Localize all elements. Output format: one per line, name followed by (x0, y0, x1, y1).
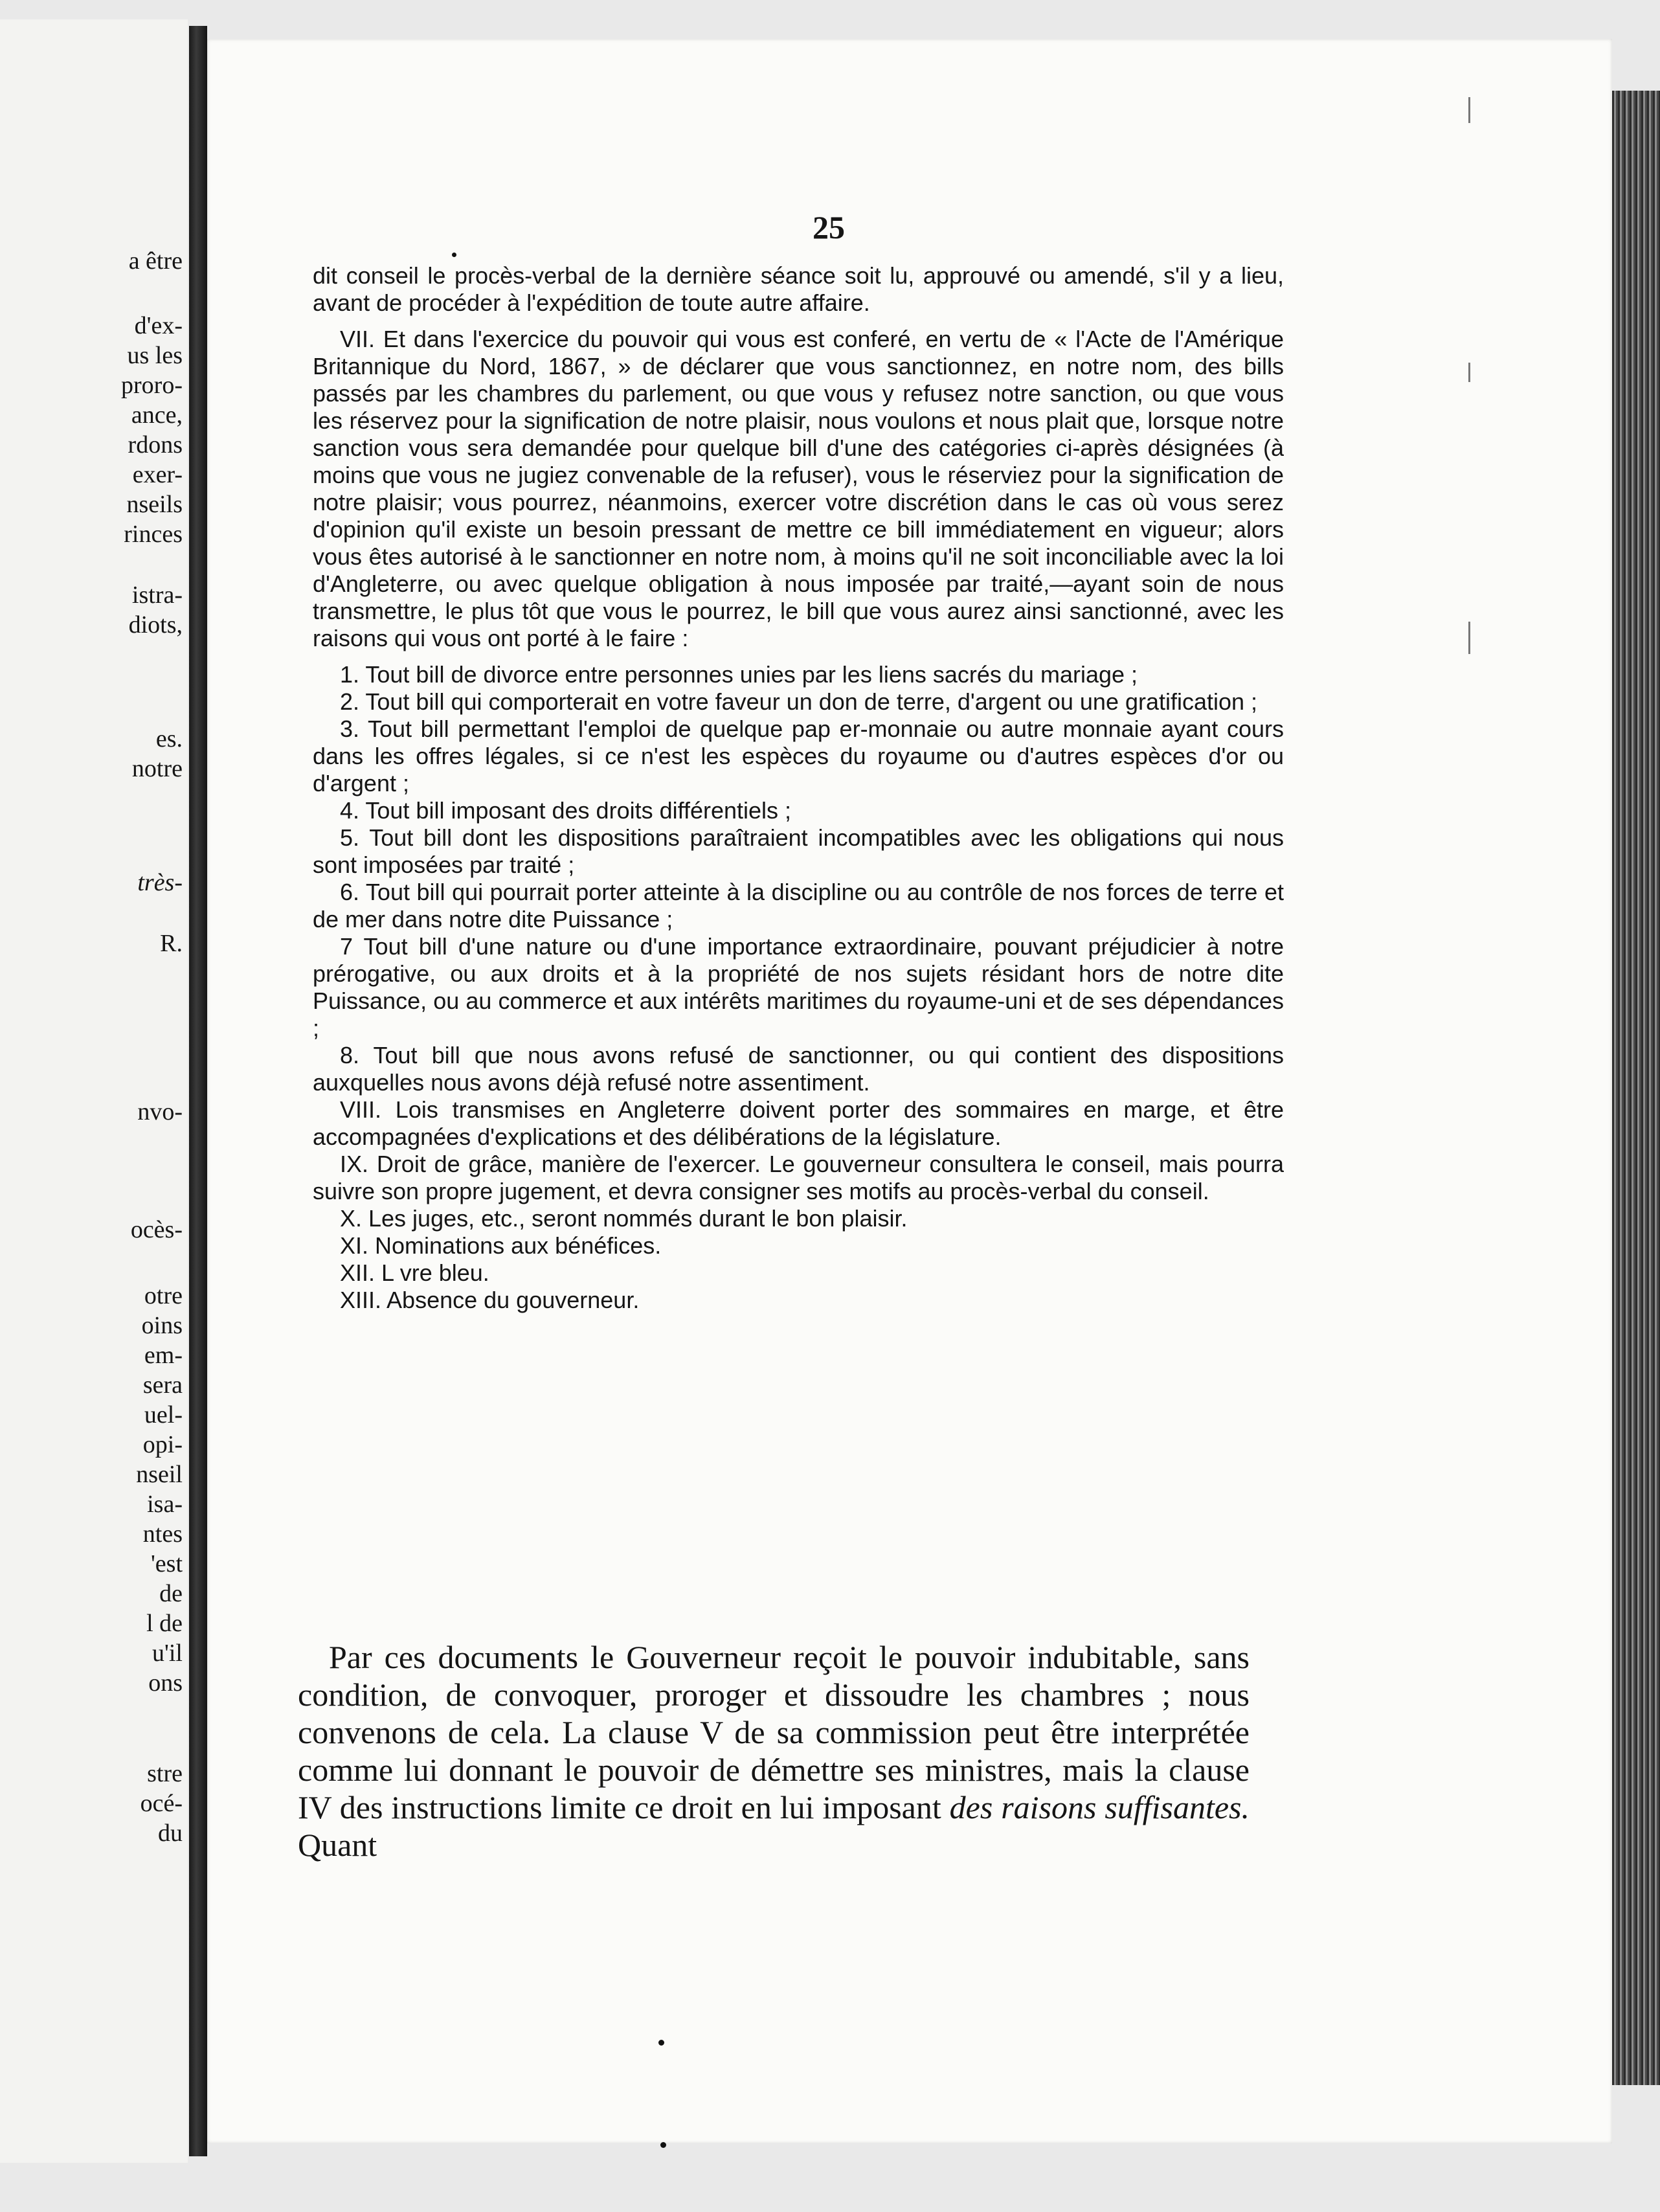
left-page-line: es. (155, 725, 183, 752)
clause-xiii: XIII. Absence du gouverneur. (340, 1287, 640, 1313)
page-edges (1612, 91, 1660, 2085)
clause-ix: IX. Droit de grâce, manière de l'exercer. Le gouverneur consultera le conseil, mais pourra suivre son propre jugement, et devra consigner ses motifs au procès-verbal du conseil. (313, 1151, 1284, 1204)
left-page-line: 'est (150, 1550, 183, 1577)
margin-tick (1468, 97, 1470, 123)
list-item: 5. Tout bill dont les dispositions paraîtraient incompatibles avec les obligations qui nous sont imposées par traité ; (313, 824, 1284, 878)
left-page-line: proro- (121, 372, 183, 399)
left-page-line: du (158, 1820, 183, 1847)
list-item: 2. Tout bill qui comporterait en votre faveur un don de terre, d'argent ou une gratification ; (340, 688, 1258, 715)
left-page-line: ntes (142, 1520, 183, 1548)
list-item: 1. Tout bill de divorce entre personnes unies par les liens sacrés du mariage ; (340, 661, 1138, 688)
list-item: 7 Tout bill d'une nature ou d'une importance extraordinaire, pouvant préjudicier à notre prérogative, ou aux droits et à la propriété de nos sujets résidant hors de notre dite Puissance, ou au commerce et aux intérêts maritimes du royaume-uni et de ses dépendances ; (313, 933, 1284, 1041)
left-page-line: exer- (132, 461, 183, 488)
left-page-line: notre (131, 755, 183, 782)
commentary-italic: des raisons suffisantes. (949, 1789, 1250, 1825)
left-page-line: rdons (128, 431, 183, 458)
left-page-line: ons (148, 1669, 183, 1697)
left-page-line: istra- (131, 581, 183, 609)
left-page-line: uel- (144, 1401, 183, 1428)
list-item: 6. Tout bill qui pourrait porter atteinte à la discipline ou au contrôle de nos forces de terre et de mer dans notre dite Puissance ; (313, 879, 1284, 932)
opening-paragraph: dit conseil le procès-verbal de la dernière séance soit lu, approuvé ou amendé, s'il y a lieu, avant de procéder à l'expédition de toute autre affaire. (313, 262, 1284, 316)
margin-tick (1468, 622, 1470, 654)
left-page-line: d'ex- (134, 312, 183, 339)
left-page-line: R. (160, 930, 183, 957)
left-page-line: de (159, 1580, 183, 1607)
commentary-paragraph (298, 1638, 1250, 1864)
left-page-line: stre (147, 1760, 183, 1787)
left-page-line: opi- (142, 1431, 183, 1458)
left-page-line: très- (137, 869, 183, 896)
clause-x: X. Les juges, etc., seront nommés durant le bon plaisir. (340, 1205, 908, 1232)
clause-viii: VIII. Lois transmises en Angleterre doivent porter des sommaires en marge, et être accompagnées d'explications et des délibérations de la législature. (313, 1096, 1284, 1150)
left-page-line: otre (144, 1282, 183, 1309)
left-page-line: l de (146, 1610, 183, 1637)
left-page-line: u'il (152, 1640, 183, 1667)
left-page-line: a être (128, 247, 183, 275)
left-page-line: océ- (140, 1790, 183, 1817)
ink-dot (658, 2040, 664, 2046)
left-page-line: rinces (124, 521, 183, 548)
commentary-part-2: Quant (298, 1827, 377, 1863)
commentary-part-1: Par ces documents le Gouverneur reçoit le pouvoir indubitable, sans condition, de convoquer, proroger et dissoudre les chambres ; nous convenons de cela. La clause V de sa commission peut être interprétée comme lui donnant le pouvoir de démettre ses ministres, mais la clause IV des instructions limite ce droit en lui imposant (298, 1639, 1250, 1825)
clause-vii-list (313, 661, 1284, 1096)
left-page-line: ocès- (130, 1216, 183, 1243)
book-gutter (189, 26, 207, 2156)
list-item: 3. Tout bill permettant l'emploi de quelque pap er-monnaie ou autre monnaie ayant cours dans les offres légales, si ce n'est les espèces du royaume ou d'autres espèces d'or ou d'argent ; (313, 716, 1284, 796)
left-page-line: diots, (128, 611, 183, 638)
clause-xi: XI. Nominations aux bénéfices. (340, 1232, 662, 1259)
ink-dot (660, 2142, 666, 2148)
clause-vii: VII. Et dans l'exercice du pouvoir qui vous est conferé, en vertu de « l'Acte de l'Amérique Britannique du Nord, 1867, » de déclarer que vous sanctionnez, en notre nom, des bills passés par les chambres du parlement, ou que vous y refusez notre sanction, ou que vous les réservez pour la signification de notre plaisir, nous voulons et nous plait que, lorsque notre sanction vous sera demandée pour quelque bill d'une des catégories ci-après désignées (à moins que vous ne jugiez convenable de la refuser), vous le réserviez pour la signification de notre plaisir; vous pourrez, néanmoins, exercer votre discrétion dans le cas où vous serez d'opinion qu'il existe un besoin pressant de mettre ce bill immédiatement en vigueur; alors vous êtes autorisé à le sanctionner en notre nom, à moins qu'il ne soit inconciliable avec la loi d'Angleterre, ou avec quelque obligation à nous imposée par traité,—ayant soin de nous transmettre, le plus tôt que vous le pourrez, le bill que vous aurez ainsi sanctionné, avec les raisons qui vous ont porté à le faire : (313, 326, 1284, 651)
page-number: 25 (813, 209, 845, 245)
left-page-line: nseil (136, 1461, 183, 1488)
ink-dot (452, 253, 456, 257)
left-page-line: nvo- (137, 1098, 183, 1125)
list-item: 8. Tout bill que nous avons refusé de sanctionner, ou qui contient des dispositions auxquelles nous avons déjà refusé notre assentiment. (313, 1042, 1284, 1096)
left-page-line: us les (127, 342, 183, 369)
left-page-line: ance, (131, 401, 183, 429)
instructions-text (313, 262, 1284, 1314)
clause-xii: XII. L vre bleu. (340, 1259, 489, 1286)
left-page-line: nseils (126, 491, 183, 518)
left-page-fragment (0, 19, 188, 2163)
commentary-text (298, 1638, 1250, 1864)
left-page-line: oins (141, 1312, 183, 1339)
left-page-line: sera (142, 1371, 183, 1399)
margin-tick (1468, 363, 1470, 382)
list-item: 4. Tout bill imposant des droits différentiels ; (340, 797, 792, 824)
left-page-line: em- (144, 1342, 183, 1369)
left-page-line: isa- (147, 1491, 183, 1518)
